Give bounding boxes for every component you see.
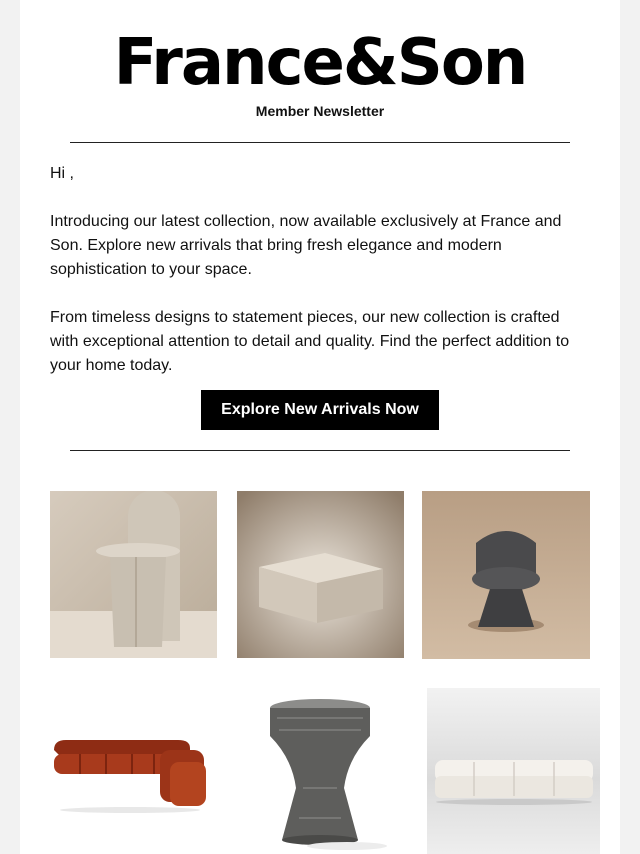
newsletter-card [20, 0, 620, 854]
product-image-rust-sectional-sofa[interactable] [50, 688, 217, 854]
white-sofa-icon [427, 688, 600, 854]
product-image-travertine-side-chair[interactable] [50, 491, 217, 658]
travertine-block-table-icon [237, 491, 404, 658]
divider-top [70, 142, 570, 143]
gray-swivel-chair-icon [422, 491, 590, 659]
greeting-text: Hi , [50, 165, 74, 182]
product-image-gray-swivel-chair[interactable] [422, 491, 590, 659]
travertine-side-chair-icon [50, 491, 217, 658]
divider-bottom [70, 450, 570, 451]
intro-paragraph: Introducing our latest collection, now available exclusively at France and Son. Explore new arrivals that bring fresh elegance and modern sophistication to your space. [50, 213, 562, 278]
product-image-white-sofa[interactable] [427, 688, 600, 854]
product-image-metal-drum-stool[interactable] [237, 688, 407, 854]
detail-paragraph: From timeless designs to statement pieces, our new collection is crafted with exceptional attention to detail and quality. Find the perfect addition to your home today. [50, 309, 570, 374]
explore-new-arrivals-button[interactable]: Explore New Arrivals Now [201, 390, 439, 430]
metal-drum-stool-icon [237, 688, 407, 854]
rust-sectional-sofa-icon [50, 688, 217, 854]
newsletter-subtitle: Member Newsletter [255, 103, 385, 119]
brand-logo[interactable]: France&Son [113, 26, 527, 100]
product-image-travertine-block-table[interactable] [237, 491, 404, 658]
